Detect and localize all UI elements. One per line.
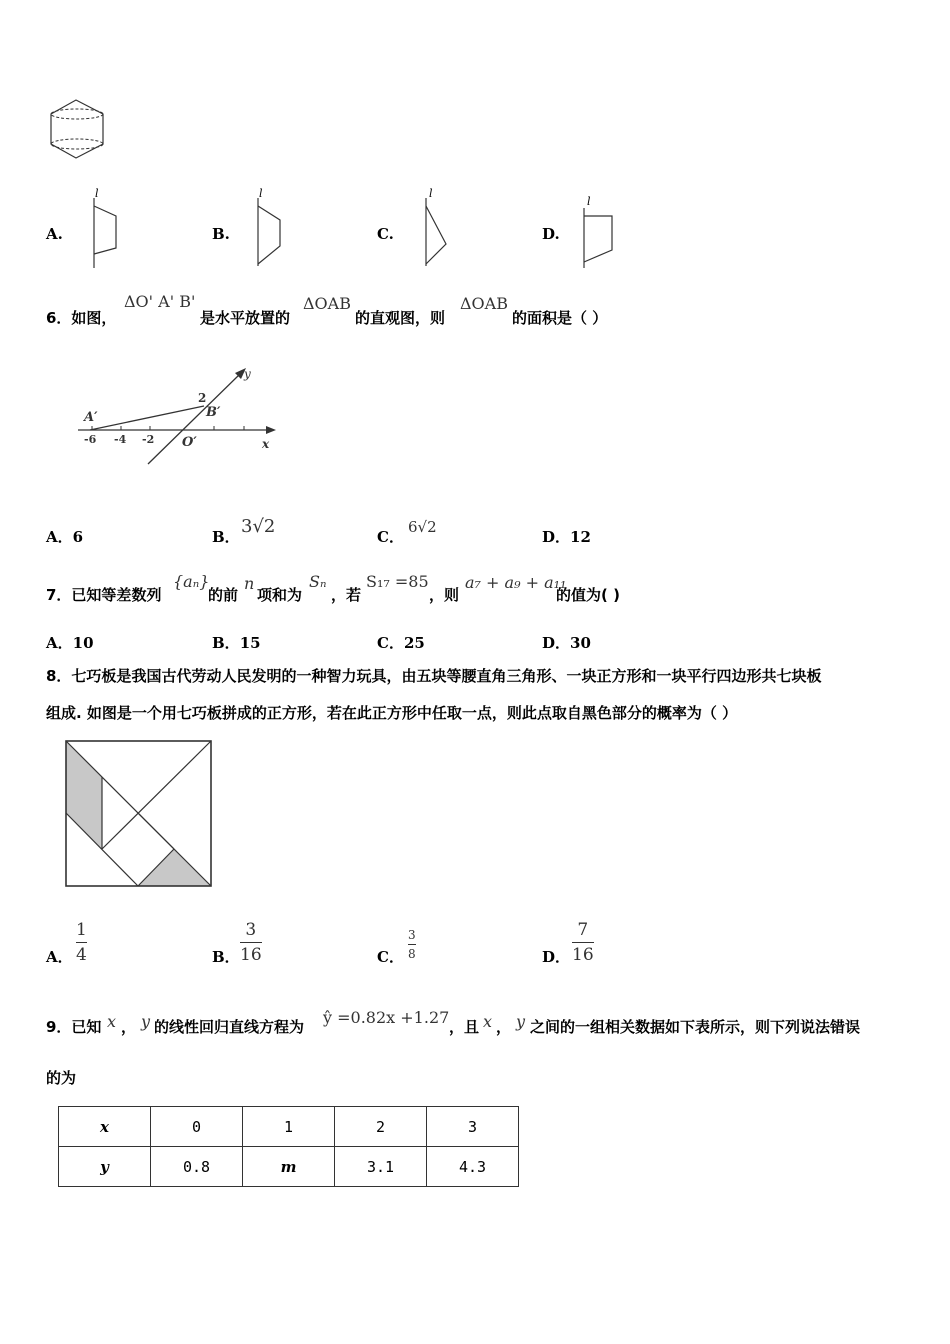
q8-option-d-label: D． [542,948,571,966]
q5-option-c-label: C. [377,225,394,243]
q6-text-3: 的面积是（ ） [512,309,608,327]
q6-math-2: ΔOAB [303,294,351,313]
q9-line-2: 的为 [46,1069,77,1087]
q5-option-b-figure [252,186,292,270]
q6-option-d: D．12 [542,528,591,546]
q5-option-c-figure [420,186,460,270]
q9-math-1: x [107,1012,117,1031]
q6-math-1: ΔO' A' B' [124,292,196,311]
q7-text-4: ，则 [429,586,460,604]
tick-neg2: -2 [142,433,155,446]
table-cell: x [59,1107,151,1147]
q7-text-1: 的前 [208,586,239,604]
q5-option-d-label: D. [542,225,560,243]
q8-option-b-fraction: 3 16 [240,920,262,965]
tick-2-label: 2 [198,391,207,405]
q9-text-1: ， [121,1018,137,1036]
axis-label: l [429,187,433,200]
cylinder-cone-figure [46,96,110,164]
table-cell: m [243,1147,335,1187]
table-cell: 3.1 [335,1147,427,1187]
q9-text-2: 的线性回归直线方程为 [154,1018,305,1036]
axis-label: l [587,195,591,208]
q6-option-a: A．6 [46,528,84,546]
q8-option-a-label: A． [46,948,73,966]
table-row [59,1107,519,1147]
q8-option-c-label: C． [377,948,404,966]
q9-math-5: y [516,1012,526,1031]
q7-text-3: ，若 [331,586,362,604]
q6-text-1: 是水平放置的 [200,309,291,327]
point-b-label: B′ [206,405,221,420]
q5-option-a-figure [88,186,128,270]
q8-line-2: 组成. 如图是一个用七巧板拼成的正方形，若在此正方形中任取一点，则此点取自黑色部分的概率为（ ） [46,704,738,722]
tick-neg6: -6 [84,433,97,446]
q7-math-4: S₁₇ =85 [366,572,429,591]
q7-option-a: A．10 [46,634,94,652]
q6-option-b-label: B． [212,528,240,546]
q8-option-b-label: B． [212,948,240,966]
table-cell: 1 [243,1107,335,1147]
table-cell: 3 [427,1107,519,1147]
table-row [59,1147,519,1187]
q7-text-2: 项和为 [257,586,303,604]
q6-oblique-figure [70,362,290,472]
q7-math-1: {aₙ} [173,572,210,591]
q7-option-d: D．30 [542,634,591,652]
q8-line-1: 8．七巧板是我国古代劳动人民发明的一种智力玩具，由五块等腰直角三角形、一块正方形和一块平行四边形共七块板 [46,667,822,685]
q7-text-5: 的值为( ) [556,586,620,604]
tangram-figure [64,739,214,889]
x-axis-label: x [262,437,270,451]
q6-number: 6．如图， [46,309,117,327]
q6-text-2: 的直观图，则 [355,309,446,327]
q9-text-3: ，且 [449,1018,480,1036]
q9-data-table [58,1106,519,1187]
q5-option-b-label: B. [212,225,230,243]
table-cell: 0.8 [151,1147,243,1187]
q7-option-b: B．15 [212,634,261,652]
q6-option-c-label: C． [377,528,404,546]
axis-label: l [259,187,263,200]
origin-label: O′ [182,435,197,450]
y-axis-label: y [244,367,251,381]
q9-number: 9．已知 [46,1018,102,1036]
table-cell: 0 [151,1107,243,1147]
table-cell: 4.3 [427,1147,519,1187]
q8-option-a-fraction: 1 4 [76,920,87,965]
axis-label: l [95,187,99,200]
q9-text-5: 之间的一组相关数据如下表所示，则下列说法错误 [530,1018,861,1036]
q7-math-3: Sₙ [309,572,327,591]
q7-math-5: a₇ + a₉ + a₁₁ [465,573,567,592]
q8-option-d-fraction: 7 16 [572,920,594,965]
table-cell: 2 [335,1107,427,1147]
q7-math-2: n [244,574,255,593]
q9-math-3: ŷ =0.82x +1.27 [323,1008,450,1027]
table-cell: y [59,1147,151,1187]
q6-math-3: ΔOAB [460,294,508,313]
q5-option-a-label: A. [46,225,63,243]
q9-text-4: ， [496,1018,512,1036]
q7-number: 7．已知等差数列 [46,586,162,604]
q6-option-c-value: 6√2 [408,518,437,536]
q8-option-c-fraction: 3 8 [408,928,416,961]
q6-option-b-value: 3√2 [241,516,276,537]
q9-math-2: y [141,1012,151,1031]
tick-neg4: -4 [114,433,127,446]
point-a-label: A′ [84,410,98,425]
q7-option-c: C．25 [377,634,425,652]
q9-math-4: x [483,1012,493,1031]
q5-option-d-figure [578,194,618,270]
